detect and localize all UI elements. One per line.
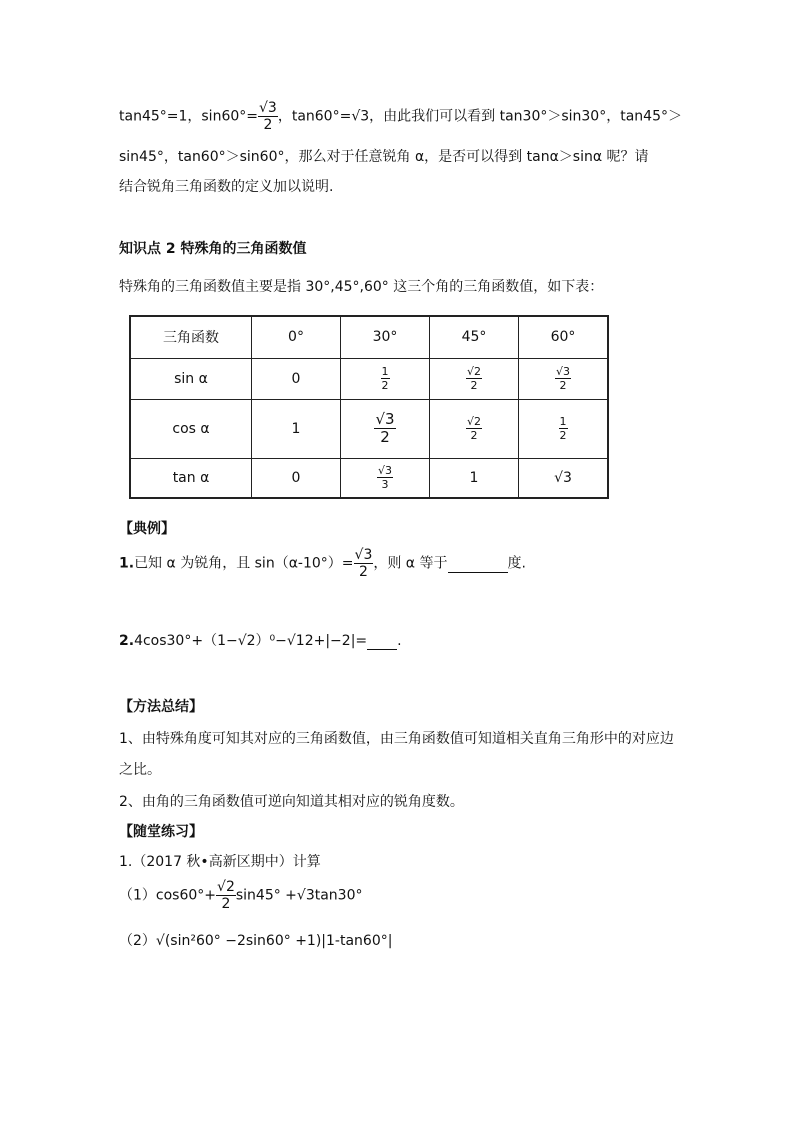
table-row [130,458,608,498]
practice-sub-2: （2）√(sin²60° −2sin60° +1)|1-tan60°| [119,933,393,949]
intro-line-2: sin45°，tan60°＞sin60°，那么对于任意锐角 α，是否可以得到 tanα＞sinα 呢？请 [119,149,649,165]
table-cell: 1 [252,399,341,458]
table-header-cell: 45° [430,316,519,358]
practice-sub-1: （1）cos60°+ $\frac{√2}{2}$ sin45° +√3tan30° [119,879,363,912]
example-1: 1.已知 α 为锐角，且 sin（α-10°）= $\frac{√3}{2}$ ，则 α 等于 度. [119,547,526,580]
answer-blank[interactable] [448,556,508,573]
example-2: 2.4cos30°+（1−√2）⁰−√12+|−2|= . [119,633,402,649]
table-cell: $\frac{1}{2}$ [519,399,609,458]
table-header-cell: 三角函数 [130,316,252,358]
section-heading: 知识点 2 特殊角的三角函数值 [119,241,307,257]
intro-line-1-b: ，tan60°=√3，由此我们可以看到 tan30°＞sin30°，tan45°＞ [277,108,682,125]
table-header-row [130,316,608,358]
table-cell: 0 [252,458,341,498]
practice-heading: 【随堂练习】 [119,824,203,840]
table-cell: $\frac{√3}{2}$ [519,358,609,399]
table-row [130,358,608,399]
table-cell: 1 [430,458,519,498]
table-cell: $\frac{√2}{2}$ [430,358,519,399]
table-cell: 0 [252,358,341,399]
table-header-cell: 30° [341,316,430,358]
method-p1a: 1、由特殊角度可知其对应的三角函数值，由三角函数值可知道相关直角三角形中的对应边 [119,731,674,747]
table-cell: $\frac{√3}{3}$ [341,458,430,498]
fraction: $\frac{√3}{2}$ [259,100,277,133]
trig-values-table [129,315,609,499]
intro-line-3: 结合锐角三角函数的定义加以说明. [119,179,334,195]
method-p1b: 之比。 [119,762,161,778]
method-p2: 2、由角的三角函数值可逆向知道其相对应的锐角度数。 [119,794,464,810]
table-header-cell: 60° [519,316,609,358]
table-row [130,399,608,458]
method-heading: 【方法总结】 [119,699,203,715]
row-label: tan α [130,458,252,498]
intro-line-1-a: tan45°=1，sin60°= [119,108,258,125]
answer-blank[interactable] [367,633,397,650]
table-cell: $\frac{√2}{2}$ [430,399,519,458]
practice-q1: 1.（2017 秋•高新区期中）计算 [119,854,321,870]
intro-line-1 [119,101,682,132]
table-cell: $\frac{√3}{2}$ [341,399,430,458]
row-label: cos α [130,399,252,458]
row-label: sin α [130,358,252,399]
table-header-cell: 0° [252,316,341,358]
section-description: 特殊角的三角函数值主要是指 30°,45°,60° 这三个角的三角函数值，如下表： [119,279,604,295]
table-cell: $\frac{1}{2}$ [341,358,430,399]
table-cell: √3 [519,458,609,498]
examples-heading: 【典例】 [119,521,175,537]
